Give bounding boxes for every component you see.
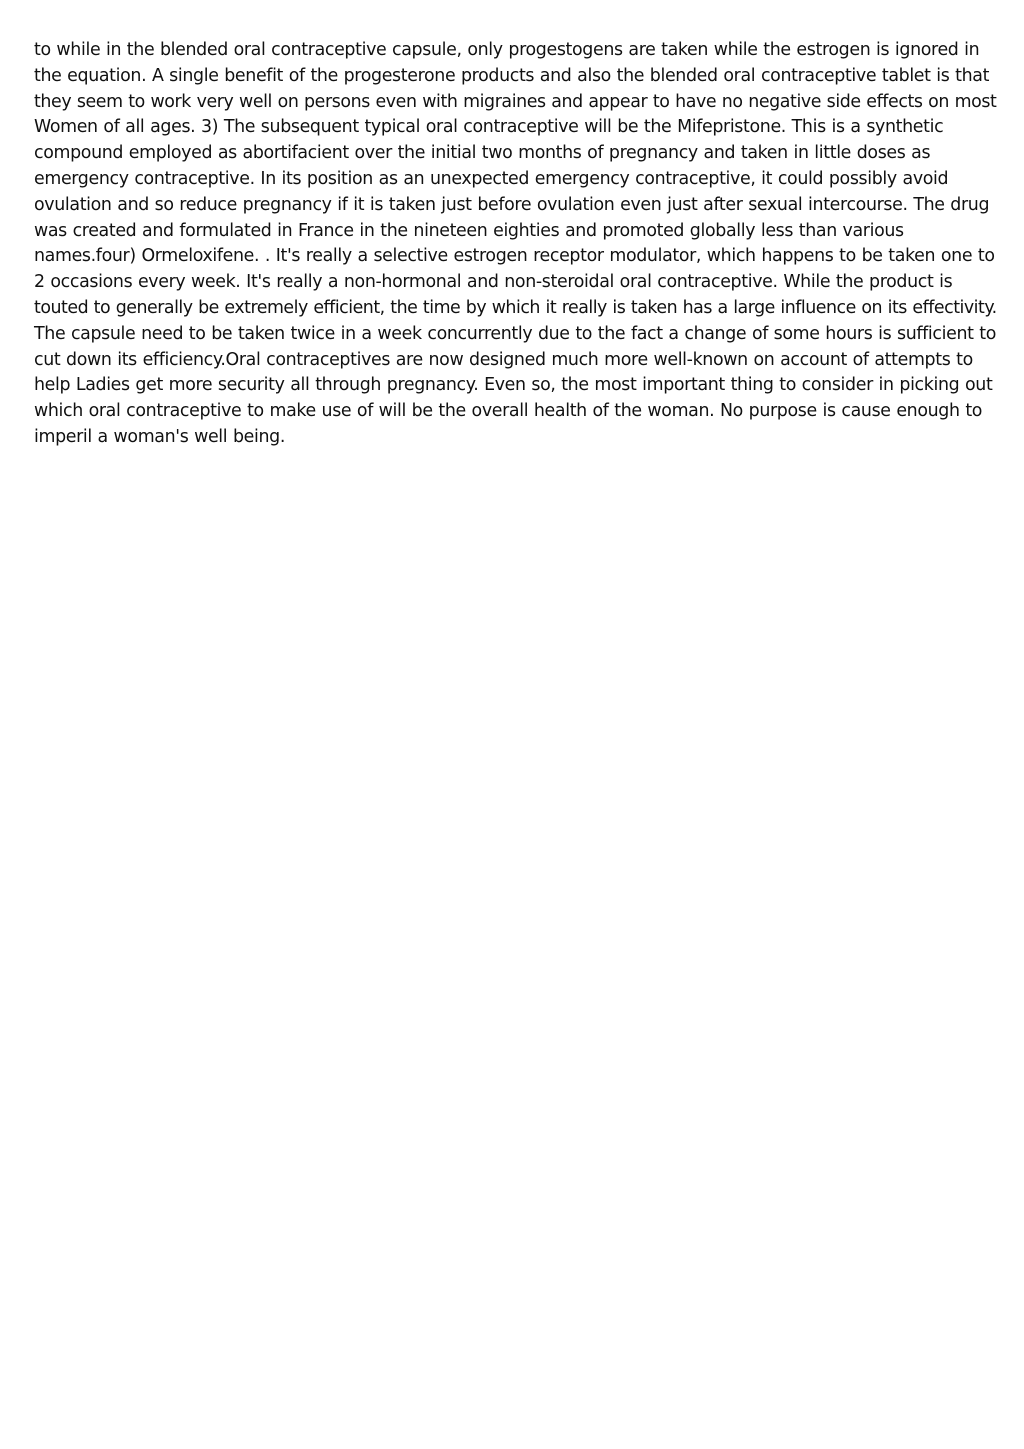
text-line-3: they seem to work very well on persons even with migraines and appear to have no negative side effects on most [34,91,997,112]
body-paragraph [34,38,999,451]
text-line-15: which oral contraceptive to make use of will be the overall health of the woman. No purpose is cause enough to [34,401,983,422]
text-line-14: help Ladies get more security all through pregnancy. Even so, the most important thing to consider in picking out [34,375,993,396]
text-line-11: touted to generally be extremely efficient, the time by which it really is taken has a large influence on its effectivity. [34,297,997,318]
text-line-7: ovulation and so reduce pregnancy if it is taken just before ovulation even just after sexual intercourse. The drug [34,194,990,215]
text-line-4: Women of all ages. 3) The subsequent typical oral contraceptive will be the Mifepristone. This is a synthetic [34,117,944,138]
text-line-5: compound employed as abortifacient over the initial two months of pregnancy and taken in little doses as [34,143,931,164]
text-line-2: the equation. A single benefit of the progesterone products and also the blended oral contraceptive tablet is that [34,65,990,86]
text-line-10: 2 occasions every week. It's really a non-hormonal and non-steroidal oral contraceptive. While the product is [34,272,953,293]
text-line-1: to while in the blended oral contraceptive capsule, only progestogens are taken while the estrogen is ignored in [34,40,980,60]
text-line-12: The capsule need to be taken twice in a week concurrently due to the fact a change of some hours is sufficient to [34,323,997,344]
text-line-13: cut down its efficiency.Oral contraceptives are now designed much more well-known on account of attempts to [34,349,973,370]
text-line-16: imperil a woman's well being. [34,426,286,447]
text-line-8: was created and formulated in France in the nineteen eighties and promoted globally less than various [34,220,904,241]
text-line-9: names.four) Ormeloxifene. . It's really a selective estrogen receptor modulator, which happens to be taken one to [34,246,995,267]
text-line-6: emergency contraceptive. In its position as an unexpected emergency contraceptive, it could possibly avoid [34,168,949,189]
